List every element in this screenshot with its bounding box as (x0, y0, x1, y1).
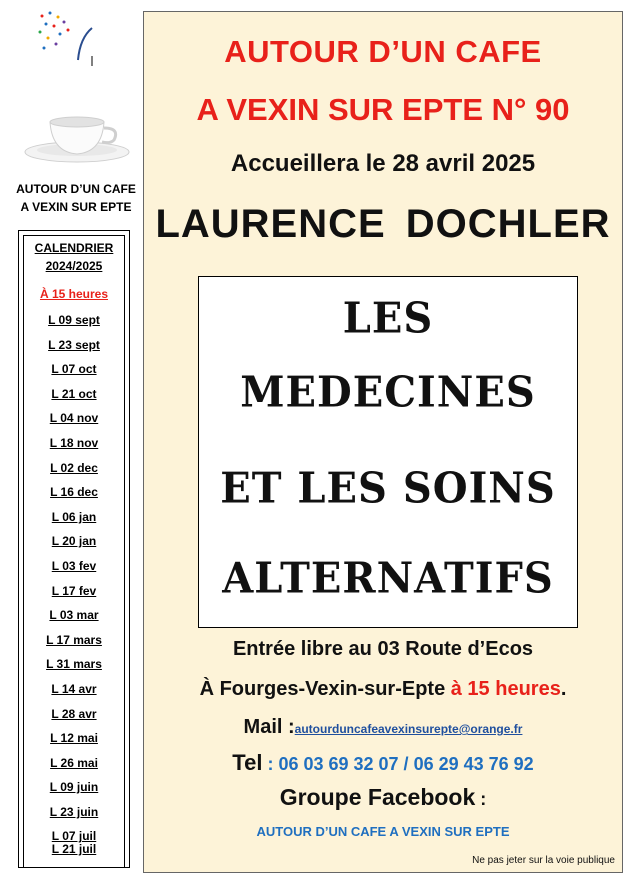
calendar-date: L 17 fev (51, 583, 97, 598)
topic-line: MEDECINES (240, 367, 536, 418)
calendar-time: À 15 heures (39, 287, 109, 301)
calendar-date: L 26 mai (50, 755, 98, 770)
topic-box (198, 276, 578, 628)
calendar-date: L 20 jan (51, 534, 97, 549)
calendar-date: L 03 fev (51, 558, 97, 573)
calendar-date: L 07 juil (51, 829, 97, 844)
sidebar-title-line2: A VEXIN SUR EPTE (20, 200, 132, 214)
coffee-cup-icon (22, 110, 132, 170)
calendar-date: L 04 nov (49, 411, 99, 426)
topic-line: LES (342, 293, 434, 344)
event-date: Accueillera le 28 avril 2025 (230, 150, 536, 177)
sidebar-title-line1: AUTOUR D’UN CAFE (16, 182, 136, 196)
facebook-label: Groupe Facebook (279, 784, 476, 810)
calendar-date: L 14 avr (51, 681, 97, 696)
calendar-header (24, 239, 124, 275)
poster-title-line2: A VEXIN SUR EPTE N° 90 (196, 92, 570, 127)
tel-info (144, 750, 622, 776)
entry-info: Entrée libre au 03 Route d’Ecos (232, 638, 534, 660)
mail-info (144, 716, 622, 739)
facebook-group-name: AUTOUR D’UN CAFE A VEXIN SUR EPTE (256, 824, 510, 839)
calendar-date: L 07 oct (51, 362, 97, 377)
mail-link[interactable]: autourduncafeavexinsurepte@orange.fr (294, 722, 523, 736)
location-time: à 15 heures (450, 678, 561, 700)
mail-label: Mail : (243, 716, 295, 738)
poster-title-line1: AUTOUR D’UN CAFE (224, 34, 542, 69)
location-info (144, 678, 622, 701)
calendar (18, 230, 130, 868)
calendar-date: L 31 mars (46, 657, 102, 672)
facebook-info (144, 784, 622, 811)
topic-line: ET LES SOINS (220, 463, 556, 514)
calendar-date: L 06 jan (51, 509, 97, 524)
calendar-date: L 21 juil (51, 842, 97, 857)
logo-icon (30, 8, 100, 68)
calendar-date: L 21 oct (51, 386, 97, 401)
calendar-date: L 28 avr (51, 706, 97, 721)
tel-label: Tel (232, 750, 263, 775)
calendar-date: L 17 mars (46, 632, 102, 647)
location-prefix: À Fourges-Vexin-sur-Epte (199, 678, 451, 700)
calendar-date-list (24, 308, 124, 855)
calendar-inner (23, 235, 125, 867)
calendar-date: L 09 juin (49, 780, 99, 795)
topic-line: ALTERNATIFS (222, 553, 554, 604)
calendar-header-line1: CALENDRIER (34, 241, 114, 255)
tel-numbers: : 06 03 69 32 07 / 06 29 43 76 92 (262, 754, 534, 774)
poster (143, 11, 623, 873)
footer-note: Ne pas jeter sur la voie publique (472, 855, 615, 866)
facebook-colon: : (475, 789, 487, 809)
calendar-date: L 09 sept (48, 313, 100, 327)
calendar-date: L 23 sept (48, 337, 100, 352)
calendar-date: L 12 mai (50, 731, 98, 746)
speaker-name: LAURENCE DOCHLER (155, 202, 611, 246)
calendar-header-line2: 2024/2025 (45, 259, 103, 273)
calendar-date: L 16 dec (50, 485, 98, 500)
calendar-date: L 03 mar (49, 608, 99, 623)
calendar-date: L 18 nov (49, 435, 99, 450)
calendar-date: L 02 dec (50, 460, 98, 475)
calendar-date: L 23 juin (49, 804, 99, 819)
sidebar-title (8, 180, 144, 216)
location-suffix: . (560, 678, 567, 700)
